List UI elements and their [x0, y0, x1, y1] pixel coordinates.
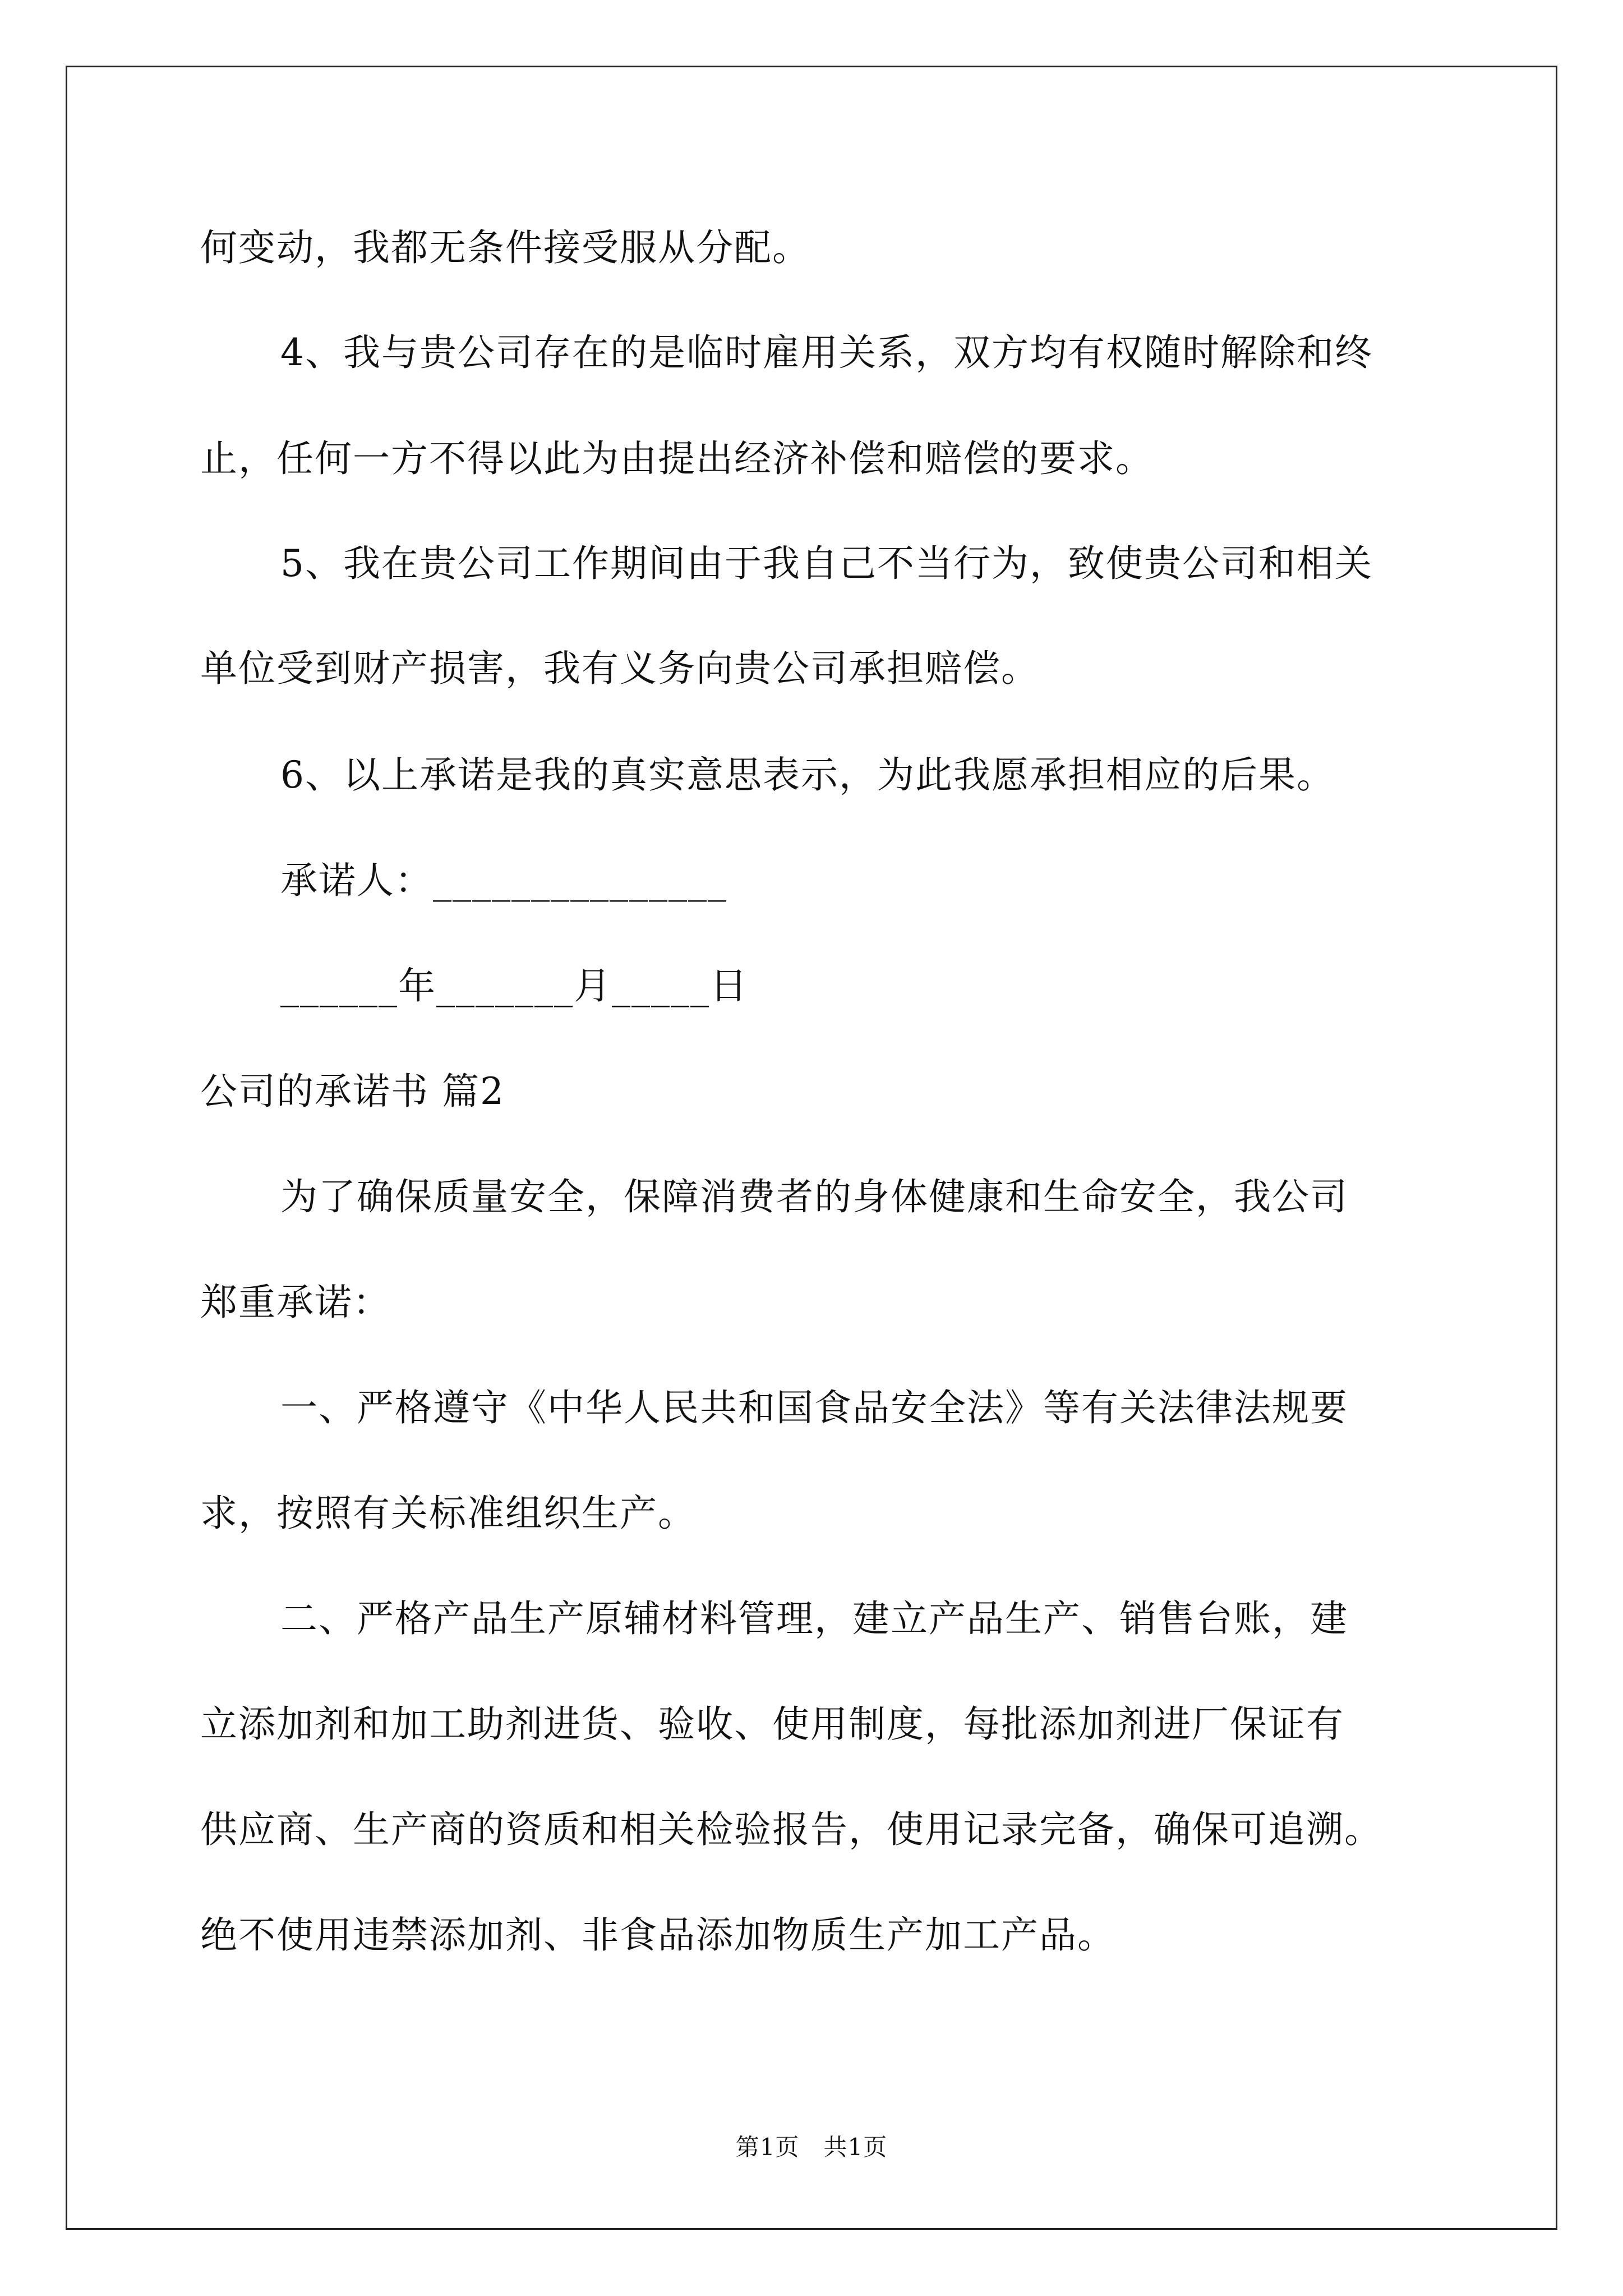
- text-line: 为了确保质量安全，保障消费者的身体健康和生命安全，我公司: [280, 1175, 1348, 1218]
- text-line: 郑重承诺：: [200, 1281, 391, 1324]
- text-line: 求，按照有关标准组织生产。: [200, 1492, 696, 1535]
- text-line: 绝不使用违禁添加剂、非食品添加物质生产加工产品。: [200, 1913, 1115, 1957]
- signature-line: 承诺人：_______________: [280, 859, 727, 902]
- section-title: 公司的承诺书 篇2: [200, 1070, 505, 1113]
- text-line: 一、严格遵守《中华人民共和国食品安全法》等有关法律法规要: [280, 1386, 1348, 1429]
- date-line: ______年_______月_____日: [280, 964, 748, 1007]
- page-border: [66, 66, 1557, 2230]
- text-line: 立添加剂和加工助剂进货、验收、使用制度，每批添加剂进厂保证有: [200, 1703, 1344, 1746]
- text-line: 二、严格产品生产原辅材料管理，建立产品生产、销售台账，建: [280, 1597, 1348, 1640]
- text-line: 止，任何一方不得以此为由提出经济补偿和赔偿的要求。: [200, 437, 1154, 480]
- text-line: 4、我与贵公司存在的是临时雇用关系，双方均有权随时解除和终: [280, 331, 1373, 374]
- text-line: 供应商、生产商的资质和相关检验报告，使用记录完备，确保可追溯。: [200, 1808, 1382, 1851]
- text-line: 单位受到财产损害，我有义务向贵公司承担赔偿。: [200, 647, 1039, 690]
- text-line: 6、以上承诺是我的真实意思表示，为此我愿承担相应的后果。: [280, 753, 1335, 797]
- text-line: 何变动，我都无条件接受服从分配。: [200, 226, 810, 269]
- text-line: 5、我在贵公司工作期间由于我自己不当行为，致使贵公司和相关: [280, 542, 1373, 585]
- page-footer: 第1页 共1页: [735, 2133, 888, 2161]
